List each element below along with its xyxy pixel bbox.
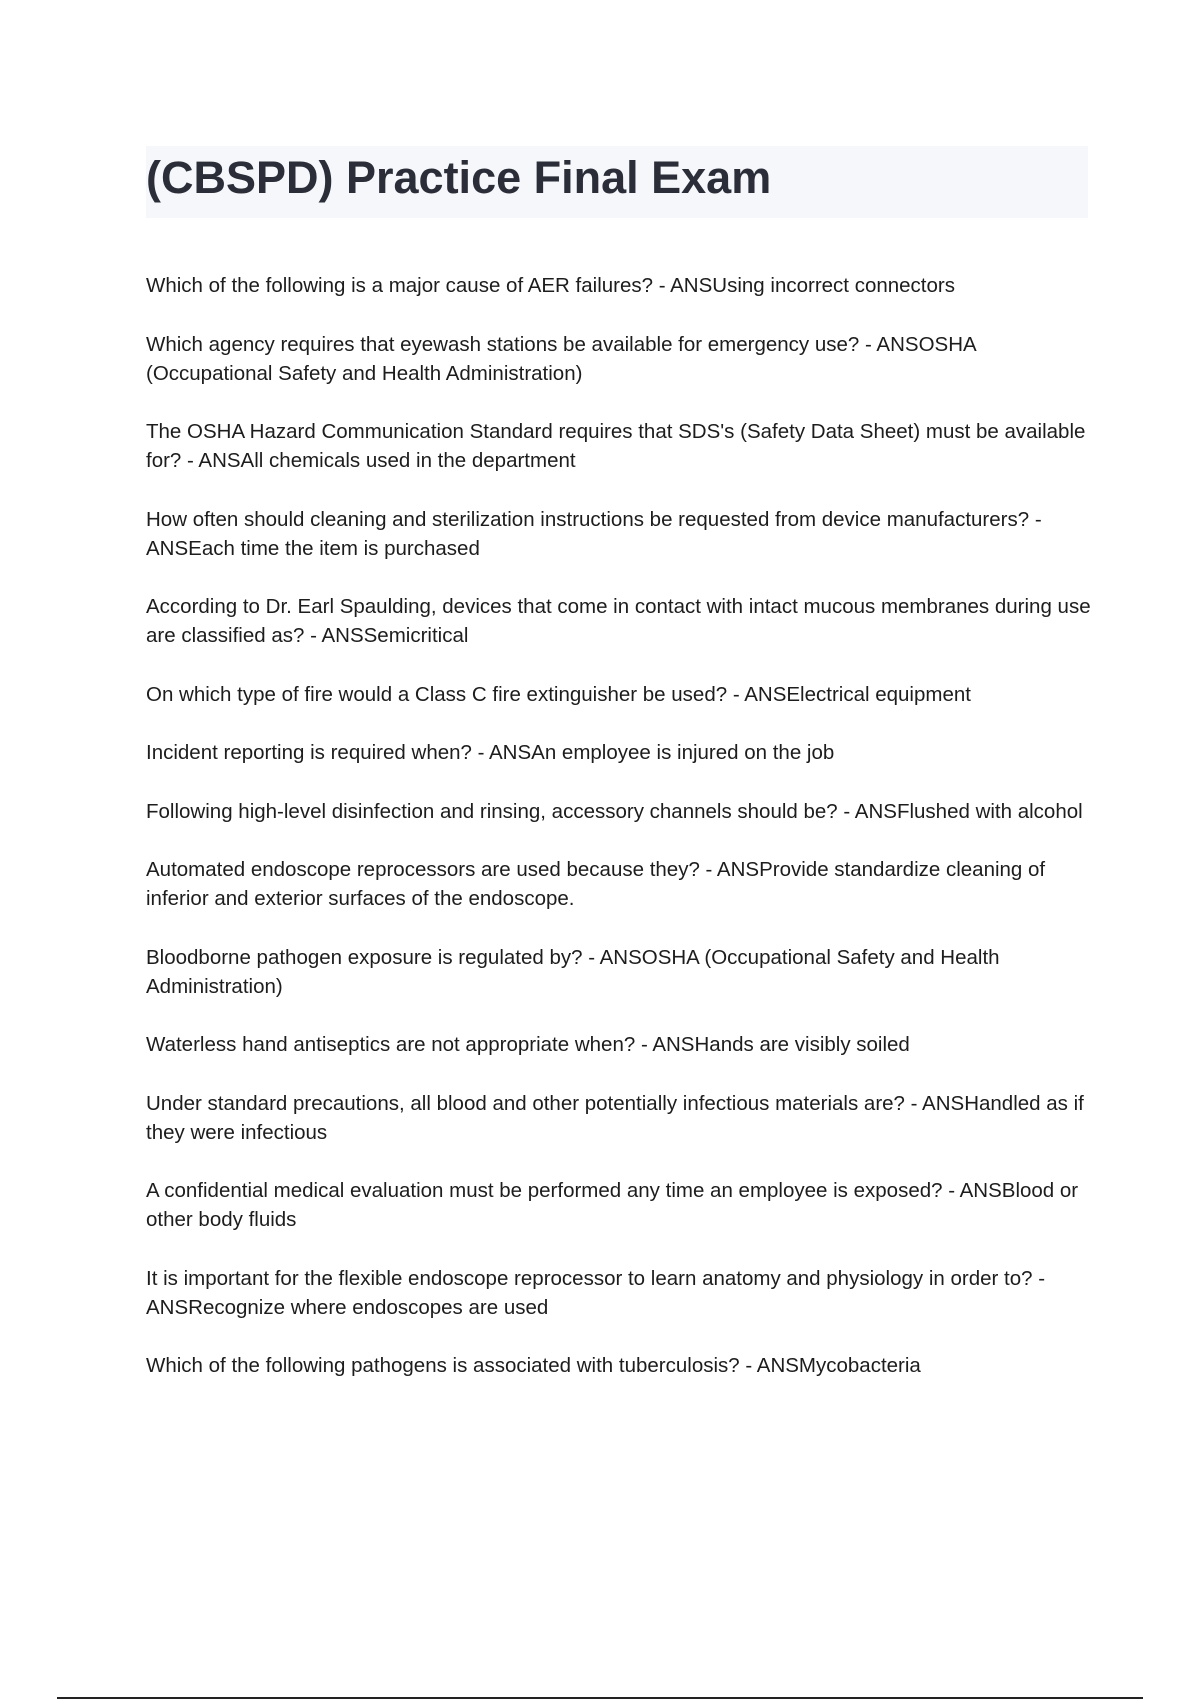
question-answer-item: Bloodborne pathogen exposure is regulated by? - ANSOSHA (Occupational Safety and Health Administration) (146, 945, 1000, 998)
question-answer-list (146, 271, 1096, 1410)
question-answer-item: Following high-level disinfection and rinsing, accessory channels should be? - ANSFlushed with alcohol (146, 799, 1083, 823)
question-answer-item: Which of the following is a major cause of AER failures? - ANSUsing incorrect connectors (146, 274, 955, 297)
question-answer-item: A confidential medical evaluation must be performed any time an employee is exposed? - ANSBlood or other body fluids (146, 1179, 1079, 1231)
question-answer-item: Automated endoscope reprocessors are used because they? - ANSProvide standardize cleaning of inferior and exterior surfaces of the endoscope. (146, 858, 1046, 910)
question-answer-item: Which agency requires that eyewash stations be available for emergency use? - ANSOSHA (Occupational Safety and Health Administration) (146, 332, 976, 385)
title-band (146, 146, 1088, 218)
question-answer-item: Waterless hand antiseptics are not appropriate when? - ANSHands are visibly soiled (146, 1033, 910, 1056)
question-answer-item: Which of the following pathogens is associated with tuberculosis? - ANSMycobacteria (146, 1354, 921, 1377)
question-answer-item: According to Dr. Earl Spaulding, devices that come in contact with intact mucous membranes during use are classified as? - ANSSemicritical (146, 595, 1091, 647)
page-title: (CBSPD) Practice Final Exam (146, 152, 772, 203)
question-answer-item: Under standard precautions, all blood and other potentially infectious materials are? - ANSHandled as if they were infectious (146, 1091, 1084, 1144)
question-answer-item: On which type of fire would a Class C fire extinguisher be used? - ANSElectrical equipment (146, 682, 971, 706)
question-answer-item: Incident reporting is required when? - ANSAn employee is injured on the job (146, 741, 835, 764)
footer-divider (57, 1697, 1143, 1699)
question-answer-item: How often should cleaning and sterilization instructions be requested from device manufacturers? - ANSEach time the item is purchased (146, 507, 1042, 560)
question-answer-item: The OSHA Hazard Communication Standard requires that SDS's (Safety Data Sheet) must be available for? - ANSAll chemicals used in the department (146, 420, 1086, 472)
question-answer-item: It is important for the flexible endoscope reprocessor to learn anatomy and physiology in order to? - ANSRecognize where endoscopes are used (146, 1266, 1046, 1319)
